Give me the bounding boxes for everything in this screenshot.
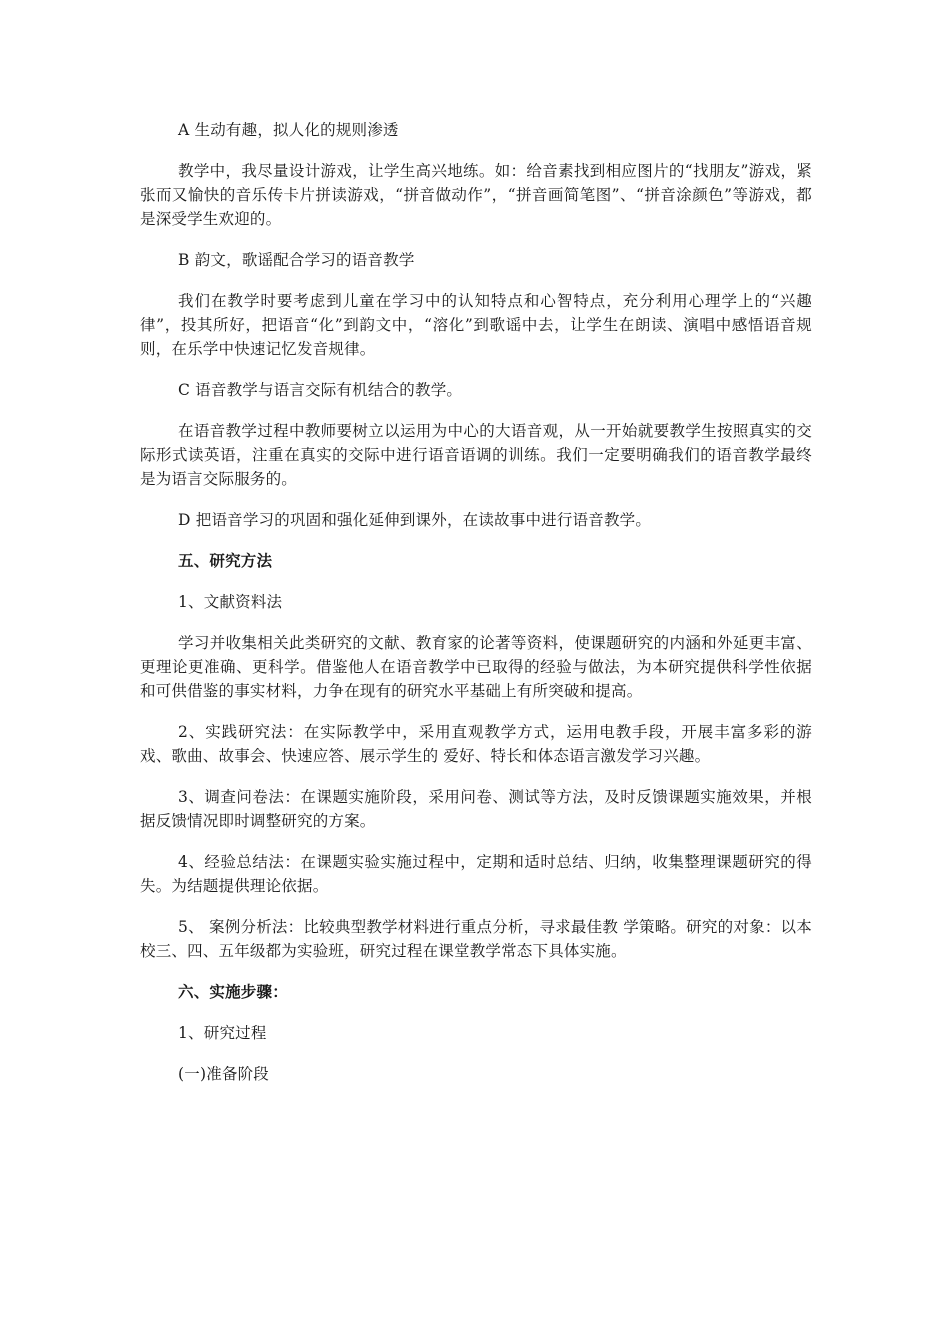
preparation-stage-heading: (一)准备阶段	[178, 1065, 269, 1083]
paragraph-literature: 学习并收集相关此类研究的文献、教育家的论著等资料，使课题研究的内涵和外延更丰富、更理论更准确、更科学。借鉴他人在语音教学中已取得的经验与做法，为本研究提供科学性依据和可供借鉴的事实材料，力争在现有的研究水平基础上有所突破和提高。	[140, 634, 812, 700]
subheading-b: B 韵文，歌谣配合学习的语音教学	[178, 251, 415, 269]
section-heading-research-methods: 五、研究方法	[178, 551, 273, 570]
research-process-heading: 1、研究过程	[178, 1024, 267, 1042]
subheading-a: A 生动有趣，拟人化的规则渗透	[178, 121, 399, 139]
paragraph-communication: 在语音教学过程中教师要树立以运用为中心的大语音观，从一开始就要教学生按照真实的交际形式读英语，注重在真实的交际中进行语音语调的训练。我们一定要明确我们的语音教学最终是为语言交际服务的。	[140, 422, 812, 488]
subheading-c: C 语音教学与语言交际有机结合的教学。	[178, 381, 463, 399]
method-experience: 4、经验总结法：在课题实验实施过程中，定期和适时总结、归纳，收集整理课题研究的得失。为结题提供理论依据。	[140, 853, 812, 895]
method-literature: 1、文献资料法	[178, 593, 283, 611]
method-survey: 3、调查问卷法：在课题实施阶段，采用问卷、测试等方法，及时反馈课题实施效果，并根据反馈情况即时调整研究的方案。	[140, 788, 812, 830]
document-page	[140, 118, 812, 1103]
subheading-d: D 把语音学习的巩固和强化延伸到课外，在读故事中进行语音教学。	[178, 511, 652, 529]
section-heading-implementation: 六、实施步骤：	[178, 982, 288, 1001]
method-practice: 2、实践研究法：在实际教学中，采用直观教学方式，运用电教手段，开展丰富多彩的游戏、歌曲、故事会、快速应答、展示学生的 爱好、特长和体态语言激发学习兴趣。	[140, 723, 812, 765]
paragraph-rhymes: 我们在教学时要考虑到儿童在学习中的认知特点和心智特点，充分利用心理学上的“兴趣律”，投其所好，把语音“化”到韵文中，“溶化”到歌谣中去，让学生在朗读、演唱中感悟语音规则，在乐学中快速记忆发音规律。	[140, 292, 812, 358]
paragraph-games: 教学中，我尽量设计游戏，让学生高兴地练。如：给音素找到相应图片的“找朋友”游戏，紧张而又愉快的音乐传卡片拼读游戏，“拼音做动作”，“拼音画简笔图”、“拼音涂颜色”等游戏，都是深受学生欢迎的。	[140, 162, 812, 228]
method-case-analysis: 5、 案例分析法：比较典型教学材料进行重点分析，寻求最佳教 学策略。研究的对象：以本校三、四、五年级都为实验班，研究过程在课堂教学常态下具体实施。	[140, 918, 812, 960]
